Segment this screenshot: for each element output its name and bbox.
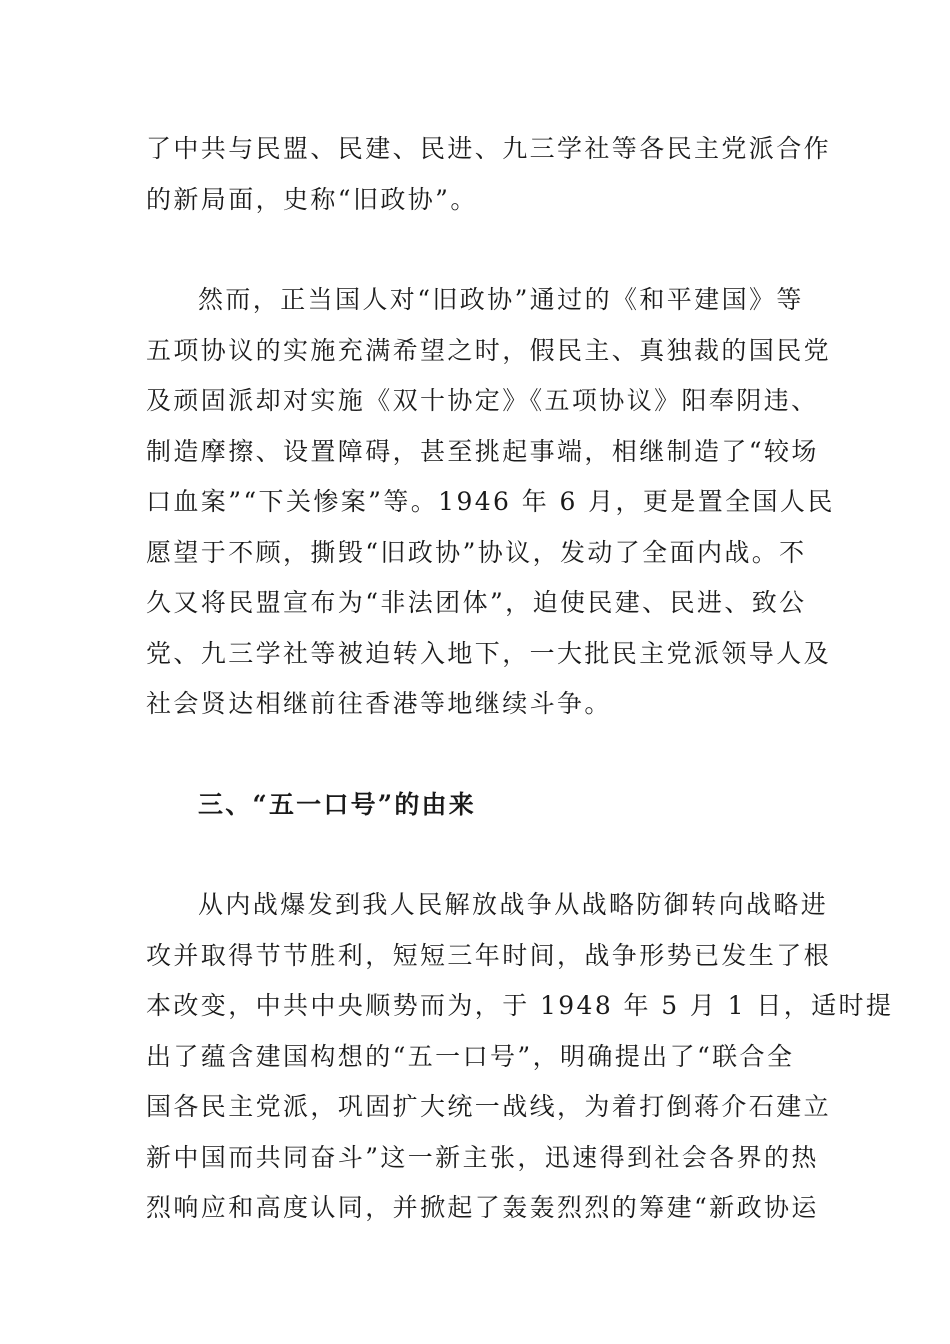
text-line: 然而，正当国人对“旧政协”通过的《和平建国》等: [198, 285, 804, 314]
text-line: 党、九三学社等被迫转入地下，一大批民主党派领导人及: [146, 638, 832, 668]
text-line: 社会贤达相继前往香港等地继续斗争。: [146, 689, 612, 718]
text-line: 口血案”“下关惨案”等。1946 年 6 月，更是置全国人民: [146, 487, 835, 516]
text-line: 出了蕴含建国构想的“五一口号”，明确提出了“联合全: [146, 1041, 795, 1071]
paragraph-3: [146, 880, 894, 1234]
paragraph-gap: [146, 830, 790, 880]
document-page: [146, 124, 894, 1234]
text-line: 本改变，中共中央顺势而为，于 1948 年 5 月 1 日，适时提: [146, 991, 894, 1020]
text-line: 五项协议的实施充满希望之时，假民主、真独裁的国民党: [146, 335, 832, 365]
text-line: 新中国而共同奋斗”这一新主张，迅速得到社会各界的热: [146, 1142, 819, 1172]
paragraph-gap: [146, 730, 790, 780]
text-line: 制造摩擦、设置障碍，甚至挑起事端，相继制造了“较场: [146, 436, 819, 466]
text-line: 烈响应和高度认同，并掀起了轰轰烈烈的筹建“新政协运: [146, 1193, 819, 1222]
paragraph-gap: [146, 225, 790, 275]
text-line: 攻并取得节节胜利，短短三年时间，战争形势已发生了根: [146, 940, 832, 970]
text-line: 久又将民盟宣布为“非法团体”，迫使民建、民进、致公: [146, 588, 807, 617]
text-line: 了中共与民盟、民建、民进、九三学社等各民主党派合作: [146, 134, 832, 163]
paragraph-1: [146, 124, 832, 225]
text-line: 从内战爆发到我人民解放战争从战略防御转向战略进: [198, 890, 829, 919]
text-line: 的新局面，史称“旧政协”。: [146, 184, 478, 214]
text-line: 愿望于不顾，撕毁“旧政协”协议，发动了全面内战。不: [146, 537, 807, 567]
text-line: 及顽固派却对实施《双十协定》《五项协议》阳奉阴违、: [146, 386, 819, 415]
text-line: 国各民主党派，巩固扩大统一战线，为着打倒蒋介石建立: [146, 1092, 832, 1121]
section-heading: 三、“五一口号”的由来: [198, 789, 476, 819]
paragraph-2: [146, 275, 835, 730]
